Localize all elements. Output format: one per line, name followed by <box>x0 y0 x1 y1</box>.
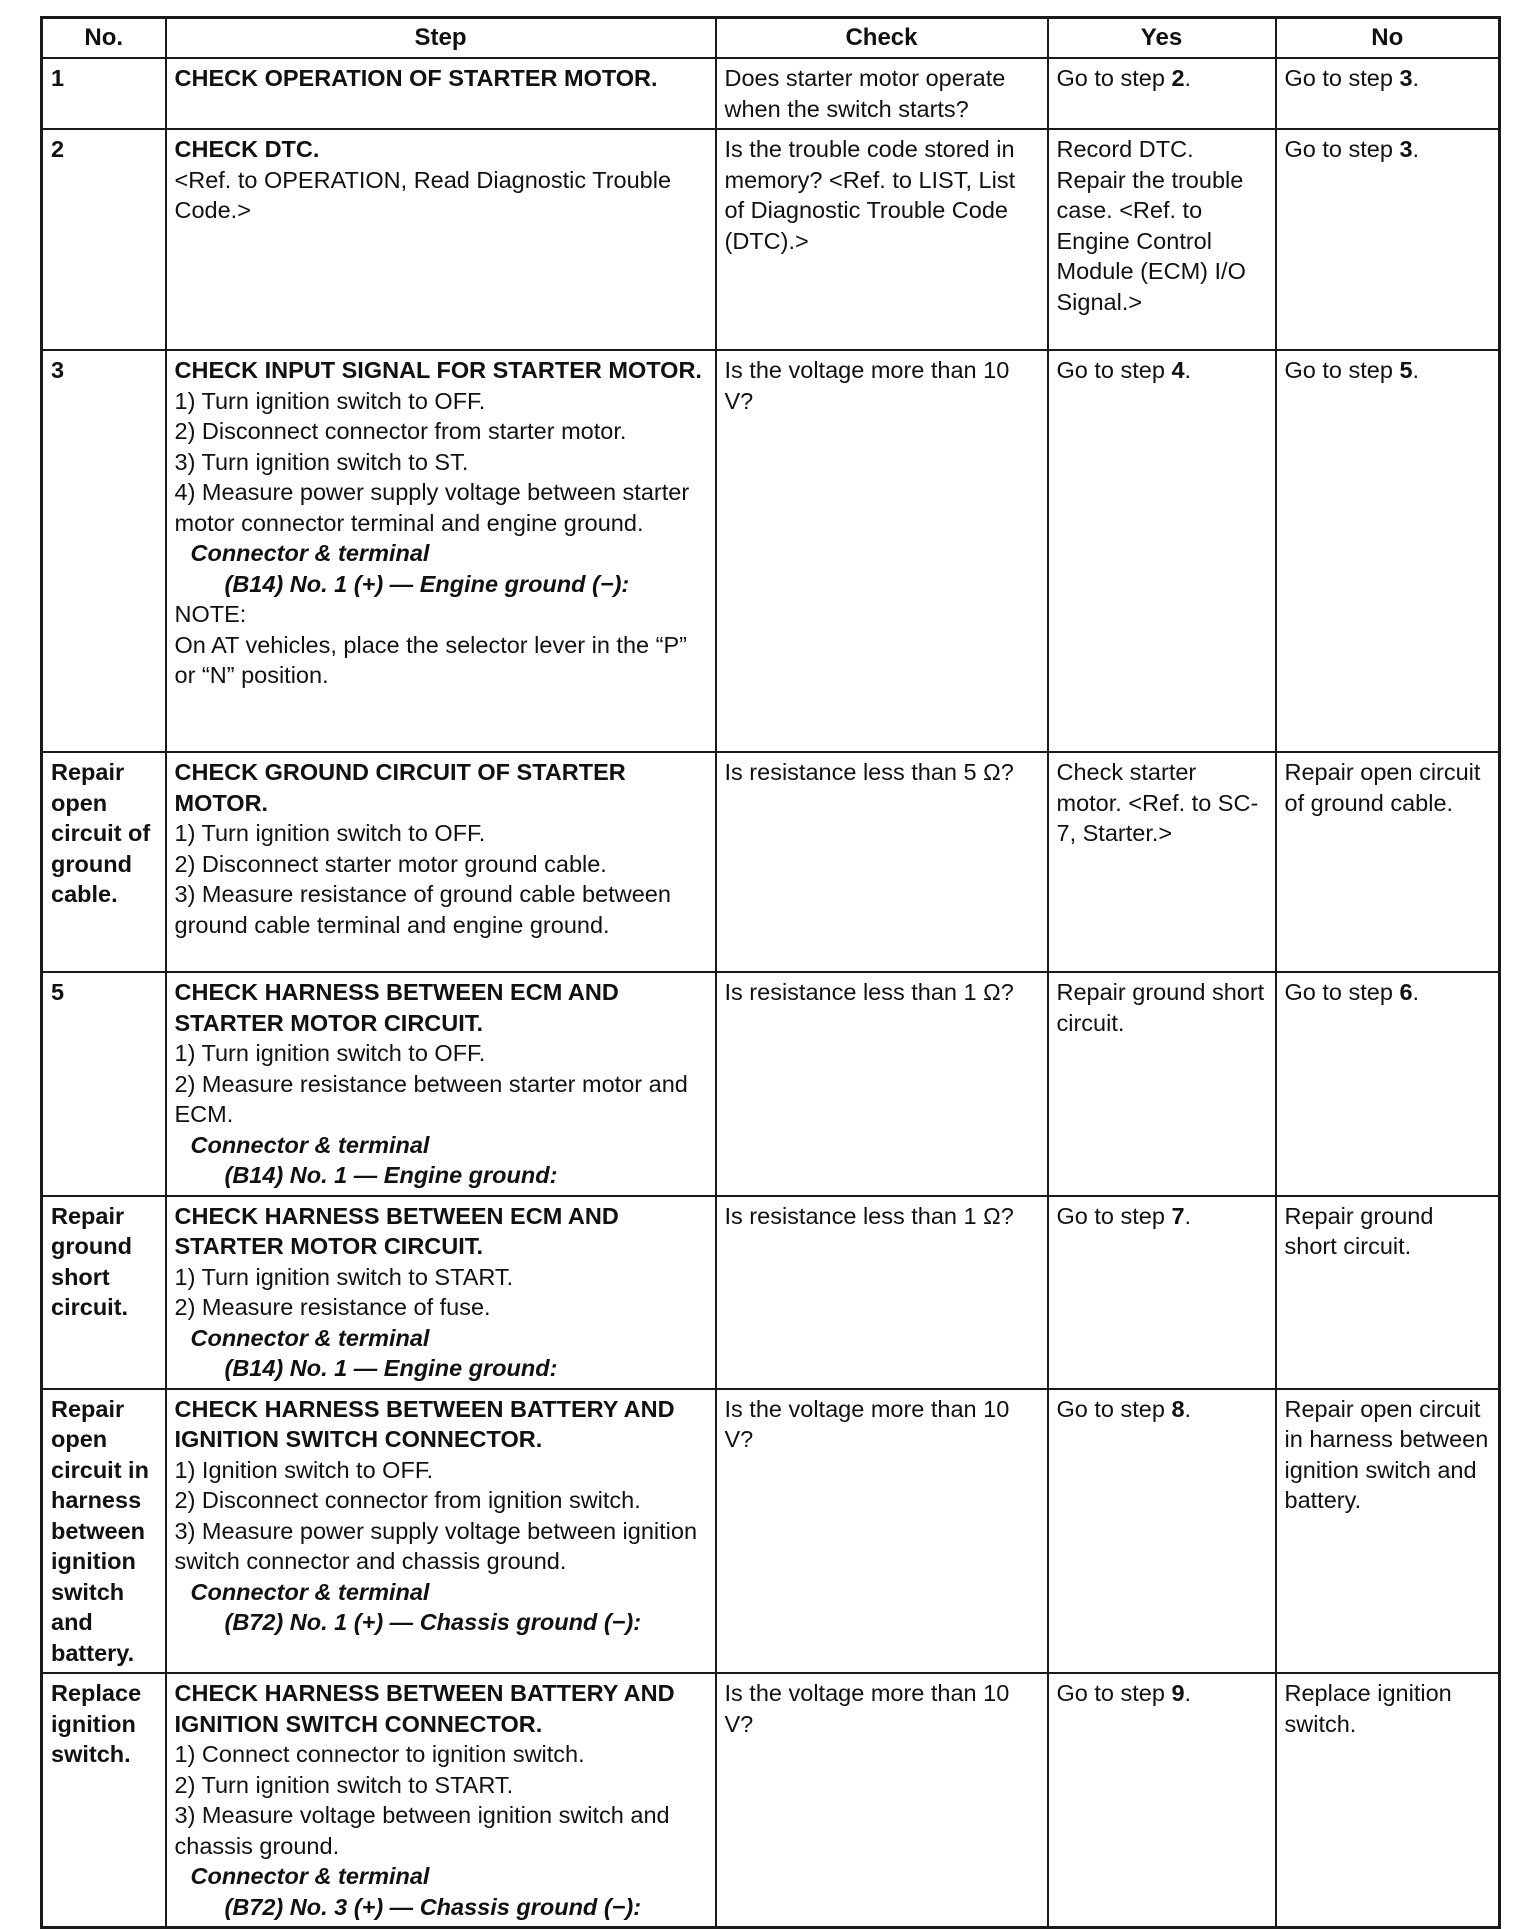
step-title: CHECK INPUT SIGNAL FOR STARTER MOTOR. <box>174 357 702 383</box>
header-check: Check <box>716 18 1048 59</box>
connector-terminal: (B14) No. 1 — Engine ground: <box>224 1162 558 1188</box>
connector-label: Connector & terminal <box>190 1863 430 1889</box>
yes-cell <box>1048 1196 1276 1389</box>
step-title: CHECK DTC. <box>174 136 320 162</box>
no-text: Go to step <box>1284 357 1400 383</box>
connector-terminal: (B72) No. 1 (+) — Chassis ground (−): <box>224 1609 642 1635</box>
connector-terminal: (B14) No. 1 (+) — Engine ground (−): <box>224 570 630 597</box>
check-cell: Is the voltage more than 10 V? <box>716 350 1048 752</box>
check-cell: Is resistance less than 1 Ω? <box>716 1196 1048 1389</box>
no-cell <box>1276 350 1500 752</box>
step-instruction: 1) Ignition switch to OFF. <box>174 1456 434 1483</box>
note-text: On AT vehicles, place the selector lever in the “P” or “N” position. <box>174 631 687 688</box>
table-row <box>42 752 1500 972</box>
step-cell <box>166 58 716 129</box>
no-cell: Repair ground short circuit. <box>1276 1196 1500 1389</box>
no-step-ref: 3 <box>1399 136 1413 162</box>
step-instruction: 4) Measure power supply voltage between starter motor connector terminal and engine ground. <box>174 479 690 536</box>
no-cell <box>1276 58 1500 129</box>
no-suffix: . <box>1412 979 1420 1005</box>
check-cell: Is resistance less than 5 Ω? <box>716 752 1048 972</box>
step-title: CHECK HARNESS BETWEEN ECM AND STARTER MOTOR CIRCUIT. <box>174 1202 619 1259</box>
diagnostic-procedure-sheet <box>40 16 1498 1929</box>
yes-suffix: . <box>1184 1680 1192 1706</box>
no-step-ref: 6 <box>1399 979 1413 1005</box>
step-number: 3 <box>42 350 166 752</box>
yes-text: Go to step <box>1056 1395 1172 1422</box>
yes-text: Go to step <box>1056 1680 1172 1706</box>
yes-cell: Repair ground short circuit. <box>1048 972 1276 1196</box>
connector-label: Connector & terminal <box>190 1324 430 1351</box>
header-yes: Yes <box>1048 18 1276 59</box>
no-cell: Repair open circuit of ground cable. <box>1276 752 1500 972</box>
header-row <box>42 18 1500 59</box>
yes-cell <box>1048 58 1276 129</box>
connector-label: Connector & terminal <box>190 1131 430 1158</box>
no-text: Go to step <box>1284 136 1400 162</box>
table-row <box>42 129 1500 350</box>
step-instruction: 1) Turn ignition switch to OFF. <box>174 387 486 414</box>
yes-step-ref: 4 <box>1171 357 1185 383</box>
yes-cell: Check starter motor. <Ref. to SC-7, Starter.> <box>1048 752 1276 972</box>
connector-label: Connector & terminal <box>190 540 430 566</box>
connector-terminal: (B14) No. 1 — Engine ground: <box>224 1355 558 1381</box>
yes-text: Go to step <box>1056 65 1172 91</box>
step-number: Repair open circuit in harness between ignition switch and battery. <box>42 1389 166 1674</box>
step-instruction: 2) Measure resistance between starter motor and ECM. <box>174 1070 688 1127</box>
connector-terminal: (B72) No. 3 (+) — Chassis ground (−): <box>224 1893 642 1920</box>
yes-step-ref: 9 <box>1171 1680 1185 1706</box>
step-cell <box>166 972 716 1196</box>
yes-cell <box>1048 1389 1276 1674</box>
step-cell <box>166 1196 716 1389</box>
yes-suffix: . <box>1184 65 1192 91</box>
yes-suffix: . <box>1184 1395 1192 1422</box>
step-instruction: 2) Disconnect connector from starter motor. <box>174 418 627 444</box>
yes-suffix: . <box>1184 357 1192 383</box>
step-cell <box>166 129 716 350</box>
step-cell <box>166 350 716 752</box>
yes-cell: Record DTC. Repair the trouble case. <Ref. to Engine Control Module (ECM) I/O Signal.> <box>1048 129 1276 350</box>
step-instruction: 2) Disconnect connector from ignition switch. <box>174 1487 641 1513</box>
yes-step-ref: 2 <box>1171 65 1185 91</box>
step-instruction: 3) Measure power supply voltage between ignition switch connector and chassis ground. <box>174 1517 698 1574</box>
no-suffix: . <box>1412 136 1420 162</box>
step-title: CHECK HARNESS BETWEEN BATTERY AND IGNITION SWITCH CONNECTOR. <box>174 1395 675 1452</box>
step-instruction: 2) Turn ignition switch to START. <box>174 1771 514 1798</box>
yes-cell <box>1048 1673 1276 1928</box>
yes-step-ref: 7 <box>1171 1202 1185 1229</box>
note-label: NOTE: <box>174 601 247 627</box>
step-instruction: 1) Turn ignition switch to OFF. <box>174 1040 486 1066</box>
step-number: Repair ground short circuit. <box>42 1196 166 1389</box>
yes-cell <box>1048 350 1276 752</box>
step-title: CHECK HARNESS BETWEEN BATTERY AND IGNITION SWITCH CONNECTOR. <box>174 1680 675 1737</box>
no-step-ref: 5 <box>1399 357 1413 383</box>
yes-step-ref: 8 <box>1171 1395 1185 1422</box>
check-cell: Is the trouble code stored in memory? <Ref. to LIST, List of Diagnostic Trouble Code (DTC).> <box>716 129 1048 350</box>
step-cell <box>166 752 716 972</box>
header-no-result: No <box>1276 18 1500 59</box>
step-title: CHECK OPERATION OF STARTER MOTOR. <box>174 65 658 91</box>
table-row <box>42 1196 1500 1389</box>
step-instruction: 3) Measure voltage between ignition switch and chassis ground. <box>174 1802 670 1859</box>
step-title: CHECK HARNESS BETWEEN ECM AND STARTER MOTOR CIRCUIT. <box>174 979 619 1036</box>
step-instruction: 3) Turn ignition switch to ST. <box>174 448 469 475</box>
no-suffix: . <box>1412 65 1420 91</box>
step-instruction: 2) Measure resistance of fuse. <box>174 1294 491 1320</box>
no-cell: Replace ignition switch. <box>1276 1673 1500 1928</box>
step-cell <box>166 1673 716 1928</box>
check-cell: Is resistance less than 1 Ω? <box>716 972 1048 1196</box>
table-row <box>42 350 1500 752</box>
no-cell: Repair open circuit in harness between ignition switch and battery. <box>1276 1389 1500 1674</box>
check-cell: Is the voltage more than 10 V? <box>716 1389 1048 1674</box>
step-instruction: 3) Measure resistance of ground cable between ground cable terminal and engine ground. <box>174 881 671 938</box>
step-title: CHECK GROUND CIRCUIT OF STARTER MOTOR. <box>174 759 626 816</box>
check-cell: Is the voltage more than 10 V? <box>716 1673 1048 1928</box>
step-instruction: 2) Disconnect starter motor ground cable. <box>174 850 607 877</box>
step-number: Repair open circuit of ground cable. <box>42 752 166 972</box>
step-number: 2 <box>42 129 166 350</box>
no-cell <box>1276 972 1500 1196</box>
no-cell <box>1276 129 1500 350</box>
step-instruction: 1) Connect connector to ignition switch. <box>174 1741 585 1767</box>
step-number: 1 <box>42 58 166 129</box>
step-instruction: 1) Turn ignition switch to OFF. <box>174 820 486 846</box>
step-number: 5 <box>42 972 166 1196</box>
connector-label: Connector & terminal <box>190 1578 430 1605</box>
no-text: Go to step <box>1284 979 1400 1005</box>
yes-suffix: . <box>1184 1202 1192 1229</box>
yes-text: Go to step <box>1056 1202 1172 1229</box>
step-instruction: 1) Turn ignition switch to START. <box>174 1263 514 1290</box>
table-row <box>42 1389 1500 1674</box>
step-cell <box>166 1389 716 1674</box>
diagnostic-table <box>40 16 1501 1929</box>
table-row <box>42 1673 1500 1928</box>
no-step-ref: 3 <box>1399 65 1413 91</box>
no-text: Go to step <box>1284 65 1400 91</box>
table-row <box>42 972 1500 1196</box>
yes-text: Go to step <box>1056 357 1172 383</box>
table-row <box>42 58 1500 129</box>
header-step: Step <box>166 18 716 59</box>
step-number: Replace ignition switch. <box>42 1673 166 1928</box>
check-cell: Does starter motor operate when the switch starts? <box>716 58 1048 129</box>
header-no: No. <box>42 18 166 59</box>
no-suffix: . <box>1412 357 1420 383</box>
step-reference: <Ref. to OPERATION, Read Diagnostic Trouble Code.> <box>174 166 672 223</box>
